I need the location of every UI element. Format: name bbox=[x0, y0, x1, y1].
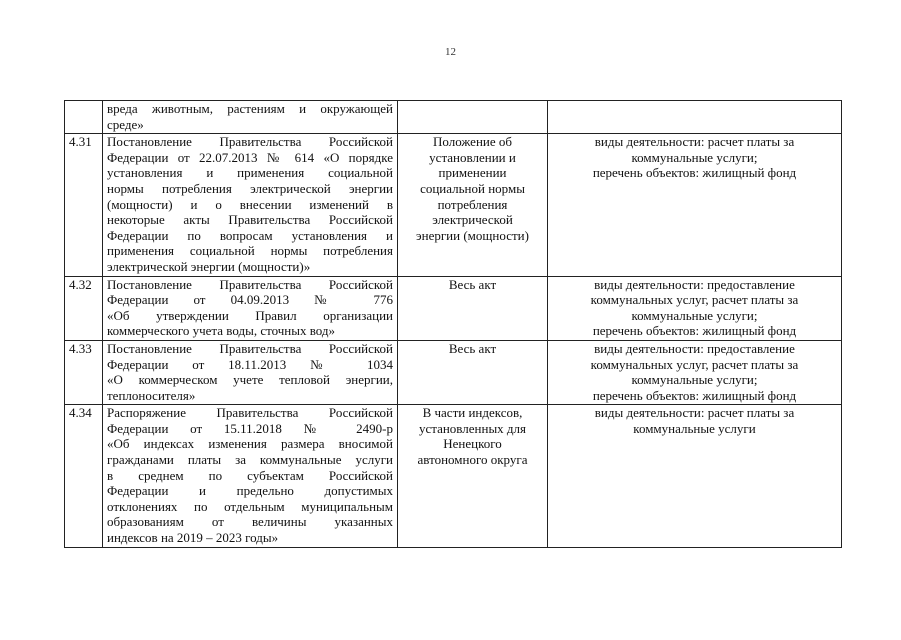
scope-cell bbox=[548, 134, 842, 276]
applied-part-line: Ненецкого bbox=[443, 436, 502, 452]
table-body bbox=[65, 101, 842, 548]
applied-part-cell bbox=[398, 340, 548, 404]
act-name-line: отклонениях по отдельным муниципальным bbox=[107, 498, 393, 514]
scope-line: коммунальные услуги bbox=[633, 420, 756, 436]
scope-line: перечень объектов: жилищный фонд bbox=[592, 323, 797, 339]
act-name-line: некоторые акты Правительства Российской bbox=[107, 212, 393, 228]
act-name-line: «Об индексах изменения размера вносимой bbox=[107, 436, 393, 452]
applied-part-cell bbox=[398, 405, 548, 547]
act-name-cell bbox=[103, 101, 398, 134]
act-name-line: теплоносителя» bbox=[107, 387, 196, 403]
row-number: 4.31 bbox=[65, 134, 103, 276]
row-number bbox=[65, 101, 103, 134]
act-name-cell bbox=[103, 276, 398, 340]
applied-part-line: В части индексов, bbox=[422, 405, 523, 421]
act-name-cell bbox=[103, 340, 398, 404]
act-name-line: (мощности) и о внесении изменений в bbox=[107, 196, 393, 212]
table-row bbox=[65, 101, 842, 134]
scope-cell bbox=[548, 276, 842, 340]
applied-part-line: энергии (мощности) bbox=[416, 227, 529, 243]
scope-cell bbox=[548, 405, 842, 547]
regulation-table bbox=[64, 100, 842, 548]
table-row bbox=[65, 276, 842, 340]
act-name-line: Федерации по вопросам установления и bbox=[107, 227, 393, 243]
applied-part-line: электрической bbox=[432, 212, 513, 228]
act-name-line: коммерческого учета воды, сточных вод» bbox=[107, 323, 336, 339]
scope-line: виды деятельности: предоставление bbox=[594, 340, 795, 356]
act-name-cell bbox=[103, 134, 398, 276]
act-name-line: Постановление Правительства Российской bbox=[107, 276, 393, 292]
applied-part-line: потребления bbox=[437, 196, 508, 212]
scope-line: перечень объектов: жилищный фонд bbox=[592, 165, 797, 181]
act-name-line: Федерации от 04.09.2013 № 776 bbox=[107, 292, 393, 308]
scope-line: коммунальных услуг, расчет платы за bbox=[590, 292, 799, 308]
act-name-line: вреда животным, растениям и окружающей bbox=[107, 101, 393, 116]
scope-cell bbox=[548, 101, 842, 134]
act-name-line: среде» bbox=[107, 116, 144, 132]
scope-line: коммунальные услуги; bbox=[631, 307, 758, 323]
applied-part-line: Весь акт bbox=[448, 276, 497, 292]
scope-line: коммунальных услуг, расчет платы за bbox=[590, 356, 799, 372]
act-name-line: Федерации и предельно допустимых bbox=[107, 483, 393, 499]
applied-part-line: применении bbox=[438, 165, 507, 181]
act-name-line: нормы потребления электрической энергии bbox=[107, 180, 393, 196]
scope-cell bbox=[548, 340, 842, 404]
row-number: 4.33 bbox=[65, 340, 103, 404]
act-name-line: образованиям от величины указанных bbox=[107, 514, 393, 530]
act-name-line: Федерации от 18.11.2013 № 1034 bbox=[107, 356, 393, 372]
act-name-line: «О коммерческом учете тепловой энергии, bbox=[107, 372, 393, 388]
table-row bbox=[65, 340, 842, 404]
table-row bbox=[65, 405, 842, 547]
act-name-line: Распоряжение Правительства Российской bbox=[107, 405, 393, 421]
applied-part-cell bbox=[398, 101, 548, 134]
applied-part-line: Положение об bbox=[432, 134, 512, 150]
applied-part-line: установлении и bbox=[429, 149, 516, 165]
act-name-line: Федерации от 15.11.2018 № 2490-р bbox=[107, 420, 393, 436]
applied-part-line: установленных для bbox=[418, 420, 527, 436]
scope-line: коммунальные услуги; bbox=[631, 149, 758, 165]
applied-part-cell bbox=[398, 276, 548, 340]
table-row bbox=[65, 134, 842, 276]
act-name-line: в среднем по субъектам Российской bbox=[107, 467, 393, 483]
applied-part-line: социальной нормы bbox=[420, 180, 525, 196]
scope-line: виды деятельности: предоставление bbox=[594, 276, 795, 292]
act-name-line: Федерации от 22.07.2013 № 614 «О порядке bbox=[107, 149, 393, 165]
scope-line: виды деятельности: расчет платы за bbox=[594, 134, 795, 150]
row-number: 4.34 bbox=[65, 405, 103, 547]
scope-line: виды деятельности: расчет платы за bbox=[594, 405, 795, 421]
page-number: 12 bbox=[445, 46, 456, 58]
applied-part-line: автономного округа bbox=[417, 452, 528, 468]
act-name-line: электрической энергии (мощности)» bbox=[107, 258, 311, 274]
scope-line: перечень объектов: жилищный фонд bbox=[592, 387, 797, 403]
act-name-line: индексов на 2019 – 2023 годы» bbox=[107, 530, 279, 546]
act-name-line: Постановление Правительства Российской bbox=[107, 340, 393, 356]
scope-line: коммунальные услуги; bbox=[631, 372, 758, 388]
act-name-line: применения социальной нормы потребления bbox=[107, 243, 393, 259]
act-name-line: Постановление Правительства Российской bbox=[107, 134, 393, 150]
applied-part-line: Весь акт bbox=[448, 340, 497, 356]
act-name-cell bbox=[103, 405, 398, 547]
act-name-line: гражданами платы за коммунальные услуги bbox=[107, 452, 393, 468]
act-name-line: установления и применения социальной bbox=[107, 165, 393, 181]
row-number: 4.32 bbox=[65, 276, 103, 340]
act-name-line: «Об утверждении Правил организации bbox=[107, 307, 393, 323]
applied-part-cell bbox=[398, 134, 548, 276]
